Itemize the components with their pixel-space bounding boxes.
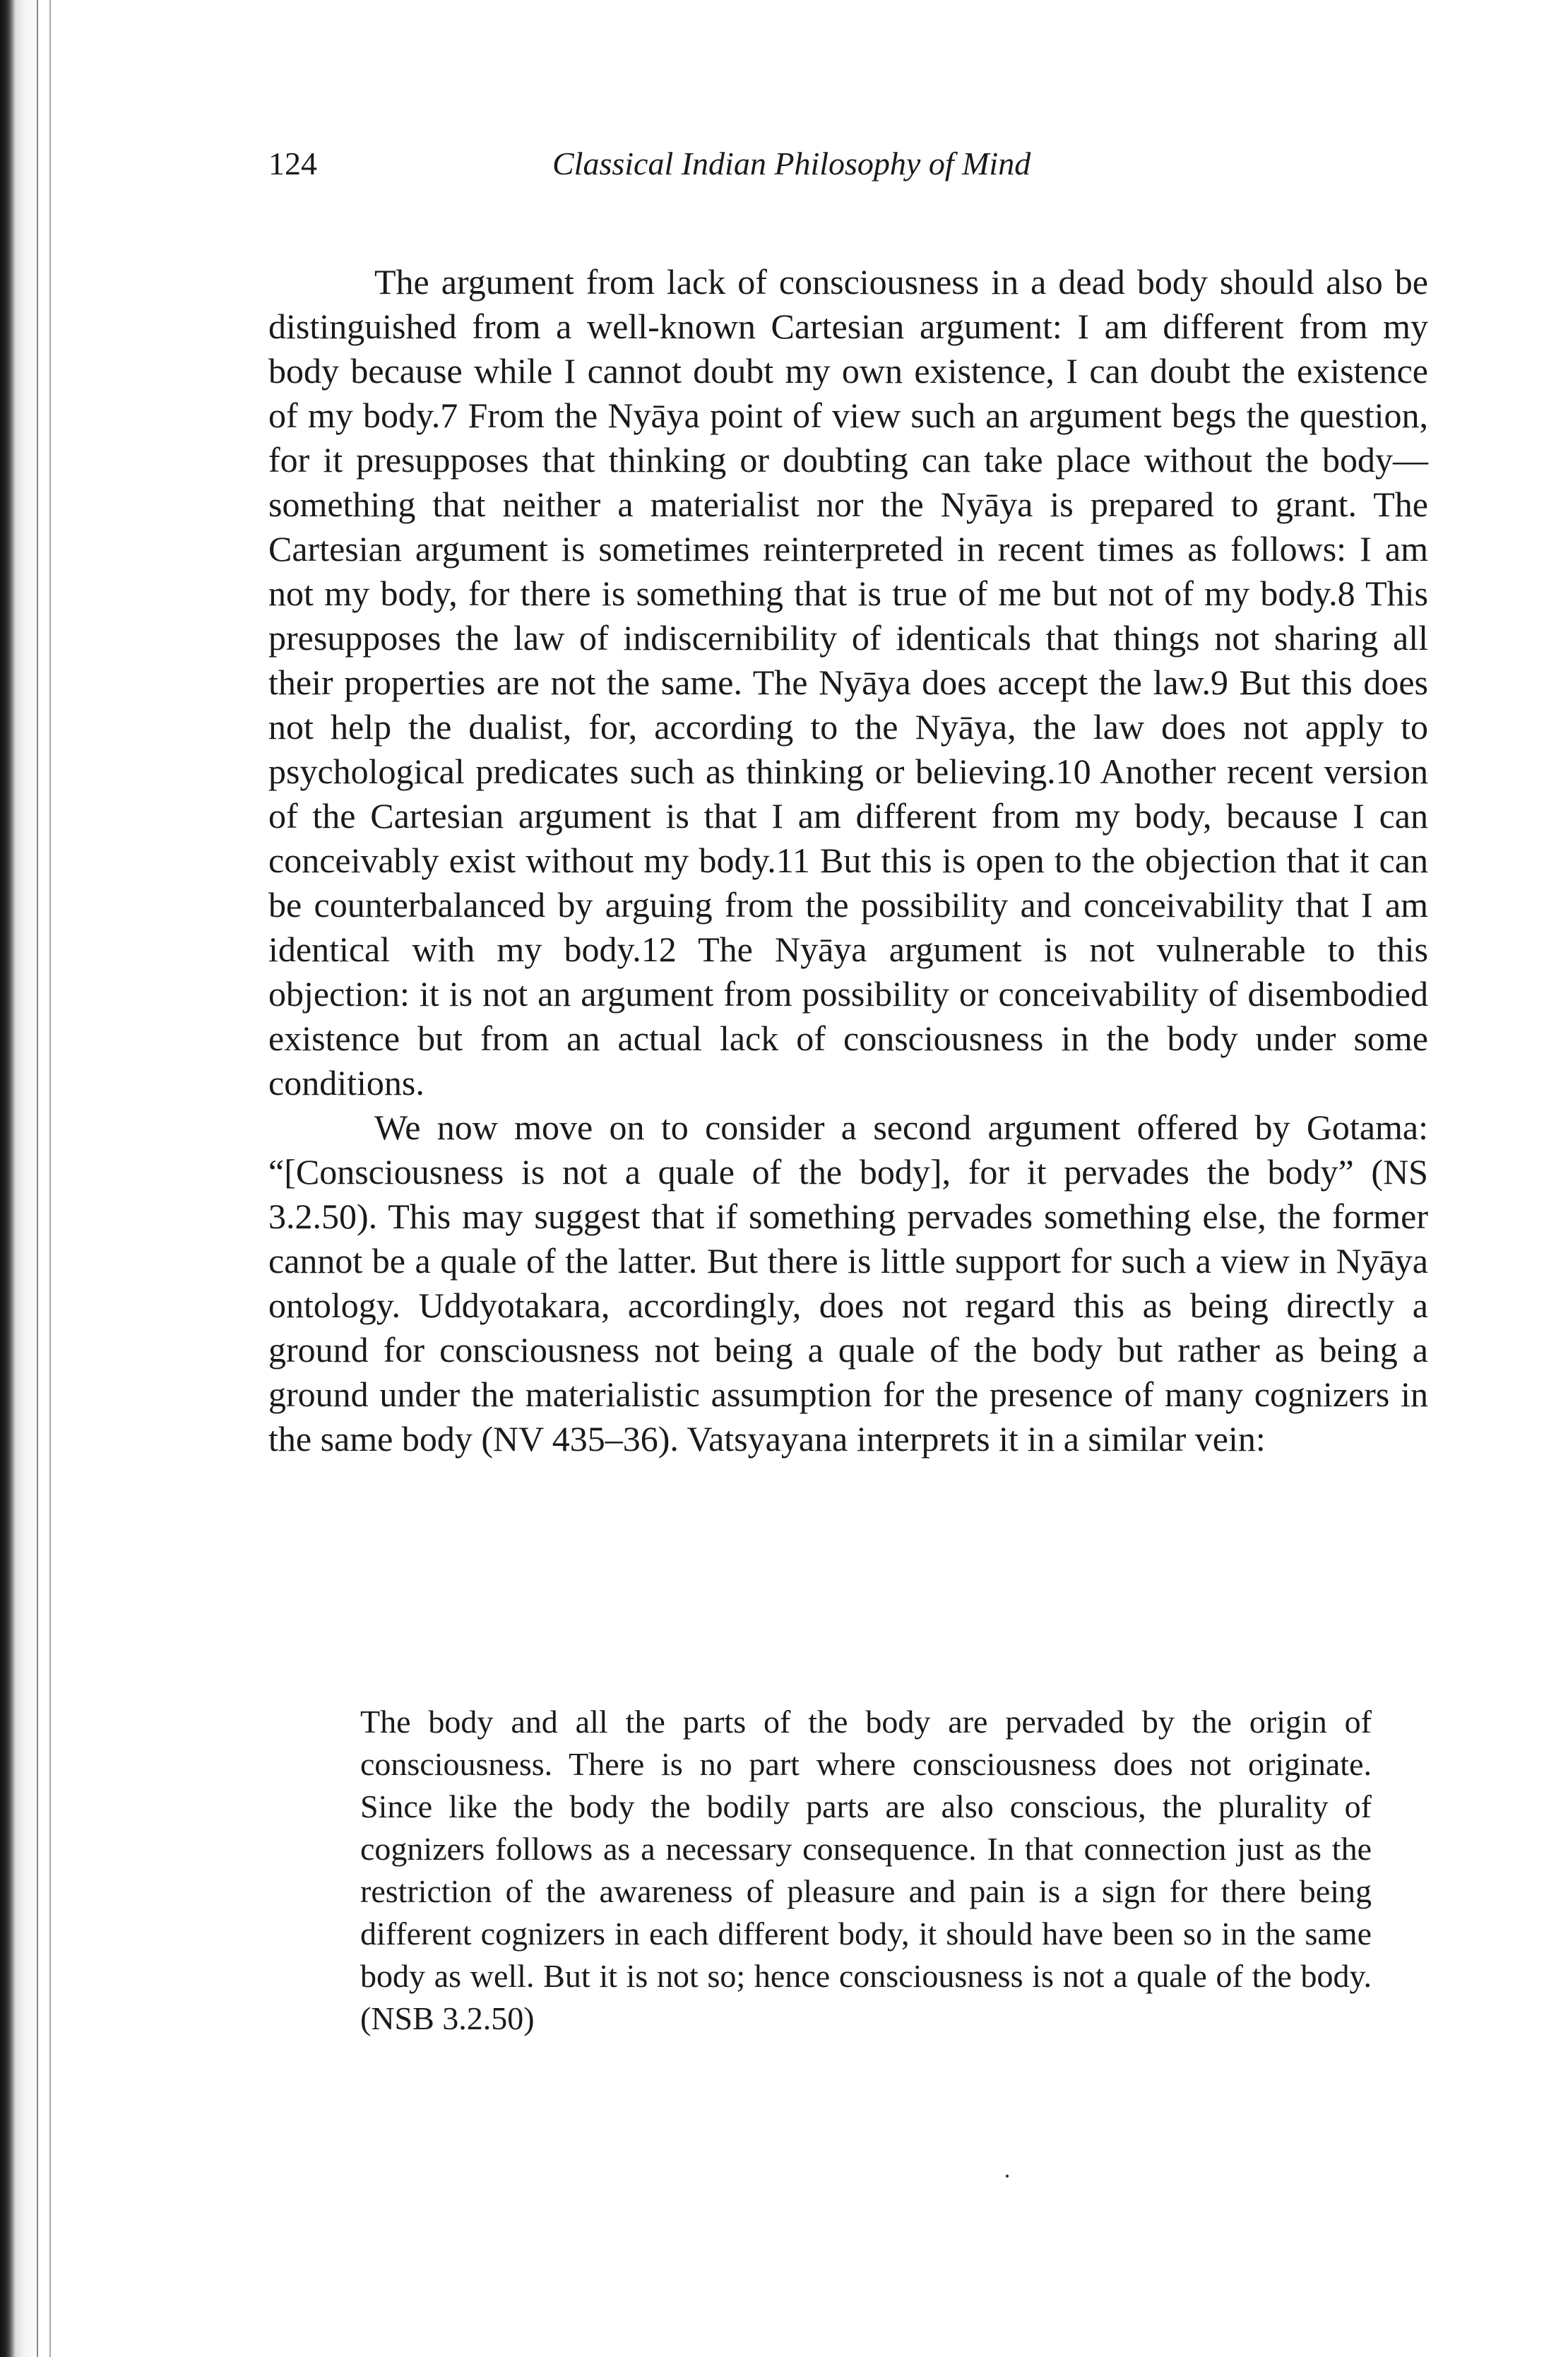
ink-speck: · — [1003, 2162, 1011, 2190]
paragraph: We now move on to consider a second argument offered by Gotama: “[Consciousness is not a quale of the body], for it pervades the body” (NS 3.2.50). This may suggest that if something pervades something else, the former cannot be a quale of the latter. But there is little support for such a view in Nyāya ontology. Uddyotakara, accordingly, does not regard this as being directly a ground for consciousness not being a quale of the body but rather as being a ground under the materialistic assumption for the presence of many cognizers in the same body (NV 435–36). Vatsyayana interprets it in a similar vein: — [268, 1108, 1428, 1459]
page-number: 124 — [268, 146, 317, 182]
running-title: Classical Indian Philosophy of Mind — [552, 146, 1031, 182]
page-header — [268, 145, 1427, 194]
scan-gutter-line — [49, 0, 51, 2357]
body-text — [268, 260, 1428, 1461]
block-quote-text: The body and all the parts of the body are pervaded by the origin of consciousness. There is no part where consciousness does not originate. Since like the body the bodily parts are also conscious, the plurality of cognizers follows as a necessary consequence. In that connection just as the restriction of the awareness of pleasure and pain is a sign for there being different cognizers in each different body, it should have been so in the same body as well. But it is not so; hence consciousness is not a quale of the body. (NSB 3.2.50) — [360, 1704, 1372, 2036]
block-quote — [360, 1701, 1372, 2040]
scan-binding-shadow — [0, 0, 64, 2357]
paragraph: The argument from lack of consciousness in a dead body should also be distinguished from a well-known Cartesian argument: I am different from my body because while I cannot doubt my own existence, I can doubt the existence of my body.7 From the Nyāya point of view such an argument begs the question, for it presupposes that thinking or doubting can take place without the body—something that neither a materialist nor the Nyāya is prepared to grant. The Cartesian argument is sometimes reinterpreted in recent times as follows: I am not my body, for there is something that is true of me but not of my body.8 This presupposes the law of indiscernibility of identicals that things not sharing all their properties are not the same. The Nyāya does accept the law.9 But this does not help the dualist, for, according to the Nyāya, the law does not apply to psychological predicates such as thinking or believing.10 Another recent version of the Cartesian argument is that I am different from my body, because I can conceivably exist without my body.11 But this is open to the objection that it can be counterbalanced by arguing from the possibility and conceivability that I am identical with my body.12 The Nyāya argument is not vulnerable to this objection: it is not an argument from possibility or conceivability of disembodied existence but from an actual lack of consciousness in the body under some conditions. — [268, 262, 1428, 1103]
scan-gutter-line — [37, 0, 38, 2357]
